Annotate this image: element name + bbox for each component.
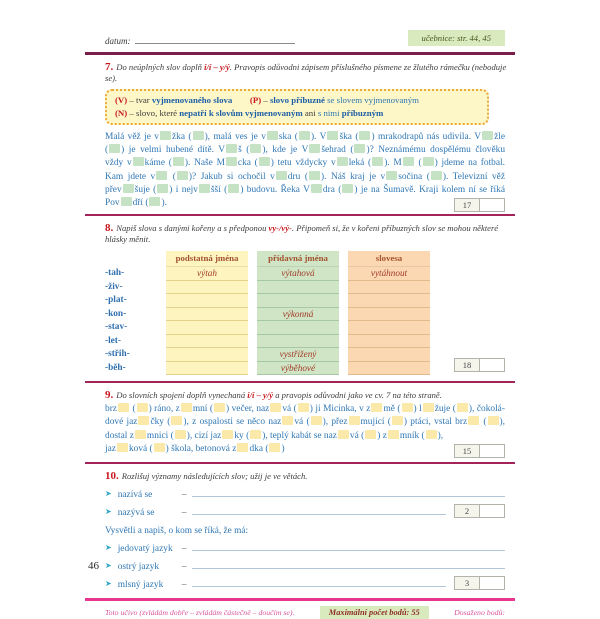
max-score-value: 15	[455, 445, 480, 457]
hint-line-2: (N) – slovo, které nepatří k slovům vyjmenovaným ani s nimi příbuzným	[115, 108, 384, 118]
exercise-7-number: 7.	[105, 61, 114, 73]
answer-gap	[226, 157, 237, 166]
answer-gap	[423, 403, 434, 412]
answer-gap	[349, 416, 360, 425]
achieved-score-blank	[480, 505, 504, 517]
answer-gap	[177, 171, 188, 180]
answer-gap	[388, 430, 399, 439]
answer-gap	[171, 416, 182, 425]
text-line: ( ) je velmi hubené dítě. V š ( ), kde je V šehrad ( )? Neznámému dospělému člověku	[105, 145, 506, 156]
exercise-8-instruction: Napiš slova s danými kořeny a s předponou vy-/vý-. Připomeň si, že v kořeni příbuzných slov se mohou některé hlásky měnit.	[105, 223, 499, 245]
section-divider-rule	[85, 214, 515, 216]
answer-gap	[121, 197, 132, 206]
sub-prompt: Vysvětli a napiš, o kom se říká, že má:	[105, 526, 249, 537]
answer-gap	[270, 403, 281, 412]
answer-gap	[250, 430, 261, 439]
exercise-9-instruction: Do slovních spojení doplň vynechaná i/í – y/ý a pravopis odůvodni jako ve cv. 7 na této straně.	[116, 390, 442, 401]
answer-gap	[157, 184, 168, 193]
word-root-label: -kon-	[105, 308, 127, 319]
answer-gap	[137, 403, 148, 412]
exercise-10-number: 10.	[105, 470, 119, 483]
text-line-content: jaz ková ( ) škola, betonová z dka ( )	[105, 443, 285, 454]
answer-gap	[327, 131, 338, 140]
idiom-label: jedovatý jazyk	[117, 544, 173, 555]
exercise-9-heading	[105, 390, 517, 401]
answer-gap	[199, 184, 210, 193]
max-score-value: 2	[455, 505, 480, 517]
word-label: nazývá se	[117, 508, 155, 519]
table-cell	[166, 281, 248, 295]
table-cell	[257, 335, 339, 349]
idiom-row	[105, 576, 505, 590]
table-cell	[257, 321, 339, 335]
score-box-ex10b	[454, 576, 505, 590]
answer-gap	[488, 416, 499, 425]
word-root-label: -střih-	[105, 349, 130, 360]
self-assessment-text: Toto učivo (zvládám dobře – zvládám částečně – doučím se).	[105, 608, 295, 618]
idiom-row	[105, 558, 505, 572]
max-score-value: 18	[455, 359, 480, 371]
date-label: datum:	[105, 36, 131, 46]
answer-write-line	[192, 567, 505, 569]
table-cell	[348, 362, 430, 376]
idiom-label: mlsný jazyk	[117, 580, 164, 591]
answer-gap	[309, 144, 320, 153]
table-cell	[166, 294, 248, 308]
arrow-bullet-icon: ➤	[105, 543, 112, 553]
exercise-10-heading	[105, 471, 517, 482]
answer-gap	[482, 131, 493, 140]
answer-gap	[138, 416, 149, 425]
table-column-orange	[348, 251, 430, 375]
text-line: Kam jdete v ( )? Jakub si ochočil v dru ( ). Náš kraj je v sočina ( ). Televizní věž	[105, 171, 505, 182]
hint-box	[105, 89, 489, 125]
answer-gap	[386, 171, 397, 180]
table-cell	[166, 362, 248, 376]
table-cell	[348, 281, 430, 295]
table-cell: vystřižený	[257, 348, 339, 362]
text-line: vždy v káme ( ). Naše M cka ( ) tetu vždycky v leká ( ). M ( ) jdeme na fotbal.	[105, 158, 505, 169]
exercise-8-heading	[105, 223, 517, 245]
answer-gap	[371, 403, 382, 412]
max-score-value: 17	[455, 199, 480, 211]
text-line: dové jaz čky ( ), z ospalosti se něco naz vá ( ), přez mující ( ) ptáci, vstal brz ( ),	[105, 417, 505, 428]
text-line	[105, 197, 505, 210]
text-line: přev šuje ( ) i nejv šší ( ) budovu. Řeka V dra ( ) je na Šumavě. Kraji kolem ní se říká	[105, 184, 505, 195]
achieved-score-blank	[480, 577, 504, 589]
dash: –	[181, 490, 187, 501]
answer-gap	[228, 184, 239, 193]
table-cell	[166, 308, 248, 322]
answer-write-line	[192, 495, 505, 497]
word-pair-row	[105, 486, 505, 500]
text-line: dostal z mnici ( ), cizí jaz ky ( ), teplý kabát se naz vá ( ) z mník ( ),	[105, 430, 444, 441]
answer-gap	[259, 157, 270, 166]
exercise-7-instruction: Do neúplných slov doplň i/í – y/ý. Pravopis odůvodni zápisem příslušného písmene ze žlutého rámečku (neboduje se).	[105, 62, 507, 83]
word-root-label: -plat-	[105, 295, 127, 306]
answer-gap	[365, 430, 376, 439]
table-cell	[348, 348, 430, 362]
table-cell	[166, 335, 248, 349]
answer-gap	[250, 144, 261, 153]
table-cell	[166, 348, 248, 362]
answer-gap	[359, 131, 370, 140]
answer-gap	[338, 430, 349, 439]
answer-gap	[354, 144, 365, 153]
text-line	[105, 443, 505, 456]
word-root-label: -tah-	[105, 268, 125, 279]
answer-gap	[154, 443, 165, 452]
answer-gap	[392, 416, 403, 425]
table-cell	[348, 335, 430, 349]
word-root-label: -živ-	[105, 281, 123, 292]
worksheet-page	[85, 0, 515, 618]
idiom-row	[105, 540, 505, 554]
answer-gap	[269, 443, 280, 452]
answer-gap	[173, 157, 184, 166]
dash: –	[181, 508, 187, 519]
achieved-points-label: Dosaženo bodů:	[454, 608, 505, 618]
answer-gap	[337, 157, 348, 166]
answer-gap	[276, 171, 287, 180]
arrow-bullet-icon: ➤	[105, 489, 112, 499]
answer-gap	[123, 184, 134, 193]
max-score-value: 3	[455, 577, 480, 589]
word-pair-row	[105, 504, 505, 518]
answer-gap	[468, 416, 479, 425]
score-box-ex10a	[454, 504, 505, 518]
exercise-9	[105, 390, 505, 456]
page-number: 46	[88, 560, 99, 572]
page-header	[105, 30, 505, 46]
answer-gap	[175, 430, 186, 439]
word-label: nazívá se	[117, 490, 153, 501]
table-cell: výběhové	[257, 362, 339, 376]
table-cell: výkonná	[257, 308, 339, 322]
answer-write-line	[192, 585, 446, 587]
answer-gap	[237, 443, 248, 452]
achieved-score-blank	[480, 199, 504, 211]
exercise-7-heading	[105, 62, 517, 84]
table-column-yellow	[166, 251, 248, 375]
text-line-content: Pov dří ( ).	[105, 198, 167, 209]
answer-gap	[372, 157, 383, 166]
answer-gap	[156, 171, 167, 180]
answer-gap	[309, 171, 320, 180]
answer-gap	[282, 416, 293, 425]
answer-gap	[267, 131, 278, 140]
table-cell	[257, 281, 339, 295]
answer-gap	[193, 131, 204, 140]
text-line: brz ( ) ráno, z mní ( ) večer, naz vá ( ) ji Micinka, v z mě ( ) l žuje ( ), čokolá-	[105, 404, 505, 415]
answer-gap	[403, 157, 414, 166]
hint-line-1: (V) – tvar vyjmenovaného slova (P) – slovo příbuzné se slovem vyjmenovaným	[115, 95, 420, 105]
exercise-9-text	[105, 403, 505, 456]
arrow-bullet-icon: ➤	[105, 507, 112, 517]
answer-gap	[457, 403, 468, 412]
score-box-ex7	[454, 198, 505, 212]
date-field	[105, 34, 295, 46]
exercise-8-number: 8.	[105, 222, 114, 235]
achieved-score-blank	[480, 359, 504, 371]
answer-gap	[135, 430, 146, 439]
table-cell: výtah	[166, 267, 248, 281]
word-root-label: -let-	[105, 335, 121, 346]
exercise-8	[105, 223, 505, 375]
answer-gap	[431, 171, 442, 180]
section-divider-rule	[85, 381, 515, 383]
answer-gap	[402, 403, 413, 412]
table-column-header: slovesa	[348, 251, 430, 267]
textbook-reference: učebnice: str. 44, 45	[408, 30, 505, 46]
word-formation-table	[105, 251, 505, 375]
answer-gap	[342, 184, 353, 193]
score-box-ex9	[454, 444, 505, 458]
word-formation-table-wrap	[105, 251, 505, 375]
table-cell	[348, 294, 430, 308]
table-cell: vytáhnout	[348, 267, 430, 281]
table-cell	[257, 294, 339, 308]
achieved-score-blank	[480, 445, 504, 457]
page-footer	[105, 606, 505, 619]
max-points-box: Maximální počet bodů: 55	[320, 606, 429, 619]
answer-gap	[109, 144, 120, 153]
exercise-7-text	[105, 131, 505, 210]
answer-gap	[299, 131, 310, 140]
header-divider-rule	[85, 52, 515, 55]
exercise-10-instruction: Rozlišuj významy následujících slov; užij je ve větách.	[121, 471, 308, 482]
exercise-9-number: 9.	[105, 389, 114, 402]
answer-gap	[222, 430, 233, 439]
arrow-bullet-icon: ➤	[105, 579, 112, 589]
word-root-label: -stav-	[105, 322, 128, 333]
text-line: Malá věž je v žka ( ), malá ves je v ska ( ). V ška ( ) mrakodrapů nás udivila. V žle	[105, 132, 506, 142]
answer-write-line	[192, 549, 505, 551]
table-cell	[348, 308, 430, 322]
answer-gap	[118, 403, 129, 412]
answer-gap	[133, 157, 144, 166]
answer-gap	[298, 403, 309, 412]
exercise-10	[105, 471, 505, 590]
score-box-ex8	[454, 358, 505, 372]
word-root-label: -běh-	[105, 362, 126, 373]
answer-write-line	[192, 513, 446, 515]
date-blank-line	[135, 34, 295, 44]
answer-gap	[311, 416, 322, 425]
table-cell	[166, 321, 248, 335]
section-divider-rule	[85, 462, 515, 464]
idiom-label: ostrý jazyk	[117, 562, 160, 573]
arrow-bullet-icon: ➤	[105, 561, 112, 571]
exercise-7	[105, 62, 505, 210]
table-cell	[348, 321, 430, 335]
answer-gap	[117, 443, 128, 452]
answer-gap	[226, 144, 237, 153]
answer-gap	[149, 197, 160, 206]
dash: –	[181, 544, 187, 555]
dash: –	[181, 580, 187, 591]
answer-gap	[423, 157, 434, 166]
table-column-green	[257, 251, 339, 375]
table-cell: výtahová	[257, 267, 339, 281]
table-column-header: podstatná jména	[166, 251, 248, 267]
answer-gap	[311, 184, 322, 193]
answer-gap	[426, 430, 437, 439]
answer-gap	[214, 403, 225, 412]
word-roots-column	[105, 251, 157, 375]
dash: –	[181, 562, 187, 573]
table-column-header: přídavná jména	[257, 251, 339, 267]
answer-gap	[160, 131, 171, 140]
answer-gap	[181, 403, 192, 412]
